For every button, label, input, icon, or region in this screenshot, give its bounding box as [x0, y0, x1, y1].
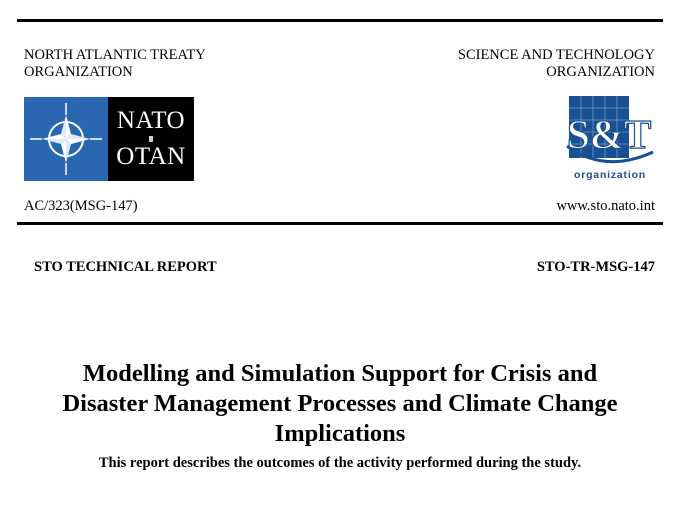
report-title-line-3: Implications	[274, 420, 406, 447]
sto-org-line-1: SCIENCE AND TECHNOLOGY	[457, 47, 655, 63]
middle-rule	[17, 222, 663, 225]
st-logo-mark: S&T	[567, 111, 652, 157]
sto-org-line-2: ORGANIZATION	[546, 64, 655, 80]
report-subtitle: This report describes the outcomes of the activity performed during the study.	[98, 455, 582, 471]
website-link[interactable]: www.sto.nato.int	[556, 198, 655, 214]
document-reference: AC/323(MSG-147)	[24, 198, 138, 214]
nato-word: NATO	[116, 107, 186, 134]
nato-otan-wordmark	[108, 97, 194, 181]
nato-flag	[24, 97, 108, 181]
top-rule	[17, 19, 663, 22]
nato-org-line-2: ORGANIZATION	[24, 64, 133, 80]
report-title	[20, 359, 660, 449]
report-title-line-2: Disaster Management Processes and Climate Change	[62, 390, 618, 417]
otan-word: OTAN	[116, 143, 186, 170]
report-type: STO TECHNICAL REPORT	[34, 259, 217, 275]
nato-otan-logo	[24, 97, 194, 181]
nato-compass-star-icon	[24, 97, 108, 181]
nato-separator	[149, 136, 153, 142]
nato-org-line-1: NORTH ATLANTIC TREATY	[24, 47, 206, 63]
report-title-line-1: Modelling and Simulation Support for Crisis and	[82, 360, 598, 387]
sto-organization-name	[458, 47, 655, 81]
report-number: STO-TR-MSG-147	[536, 259, 655, 275]
st-logo-caption: organization	[573, 169, 646, 181]
nato-organization-name	[24, 47, 206, 81]
